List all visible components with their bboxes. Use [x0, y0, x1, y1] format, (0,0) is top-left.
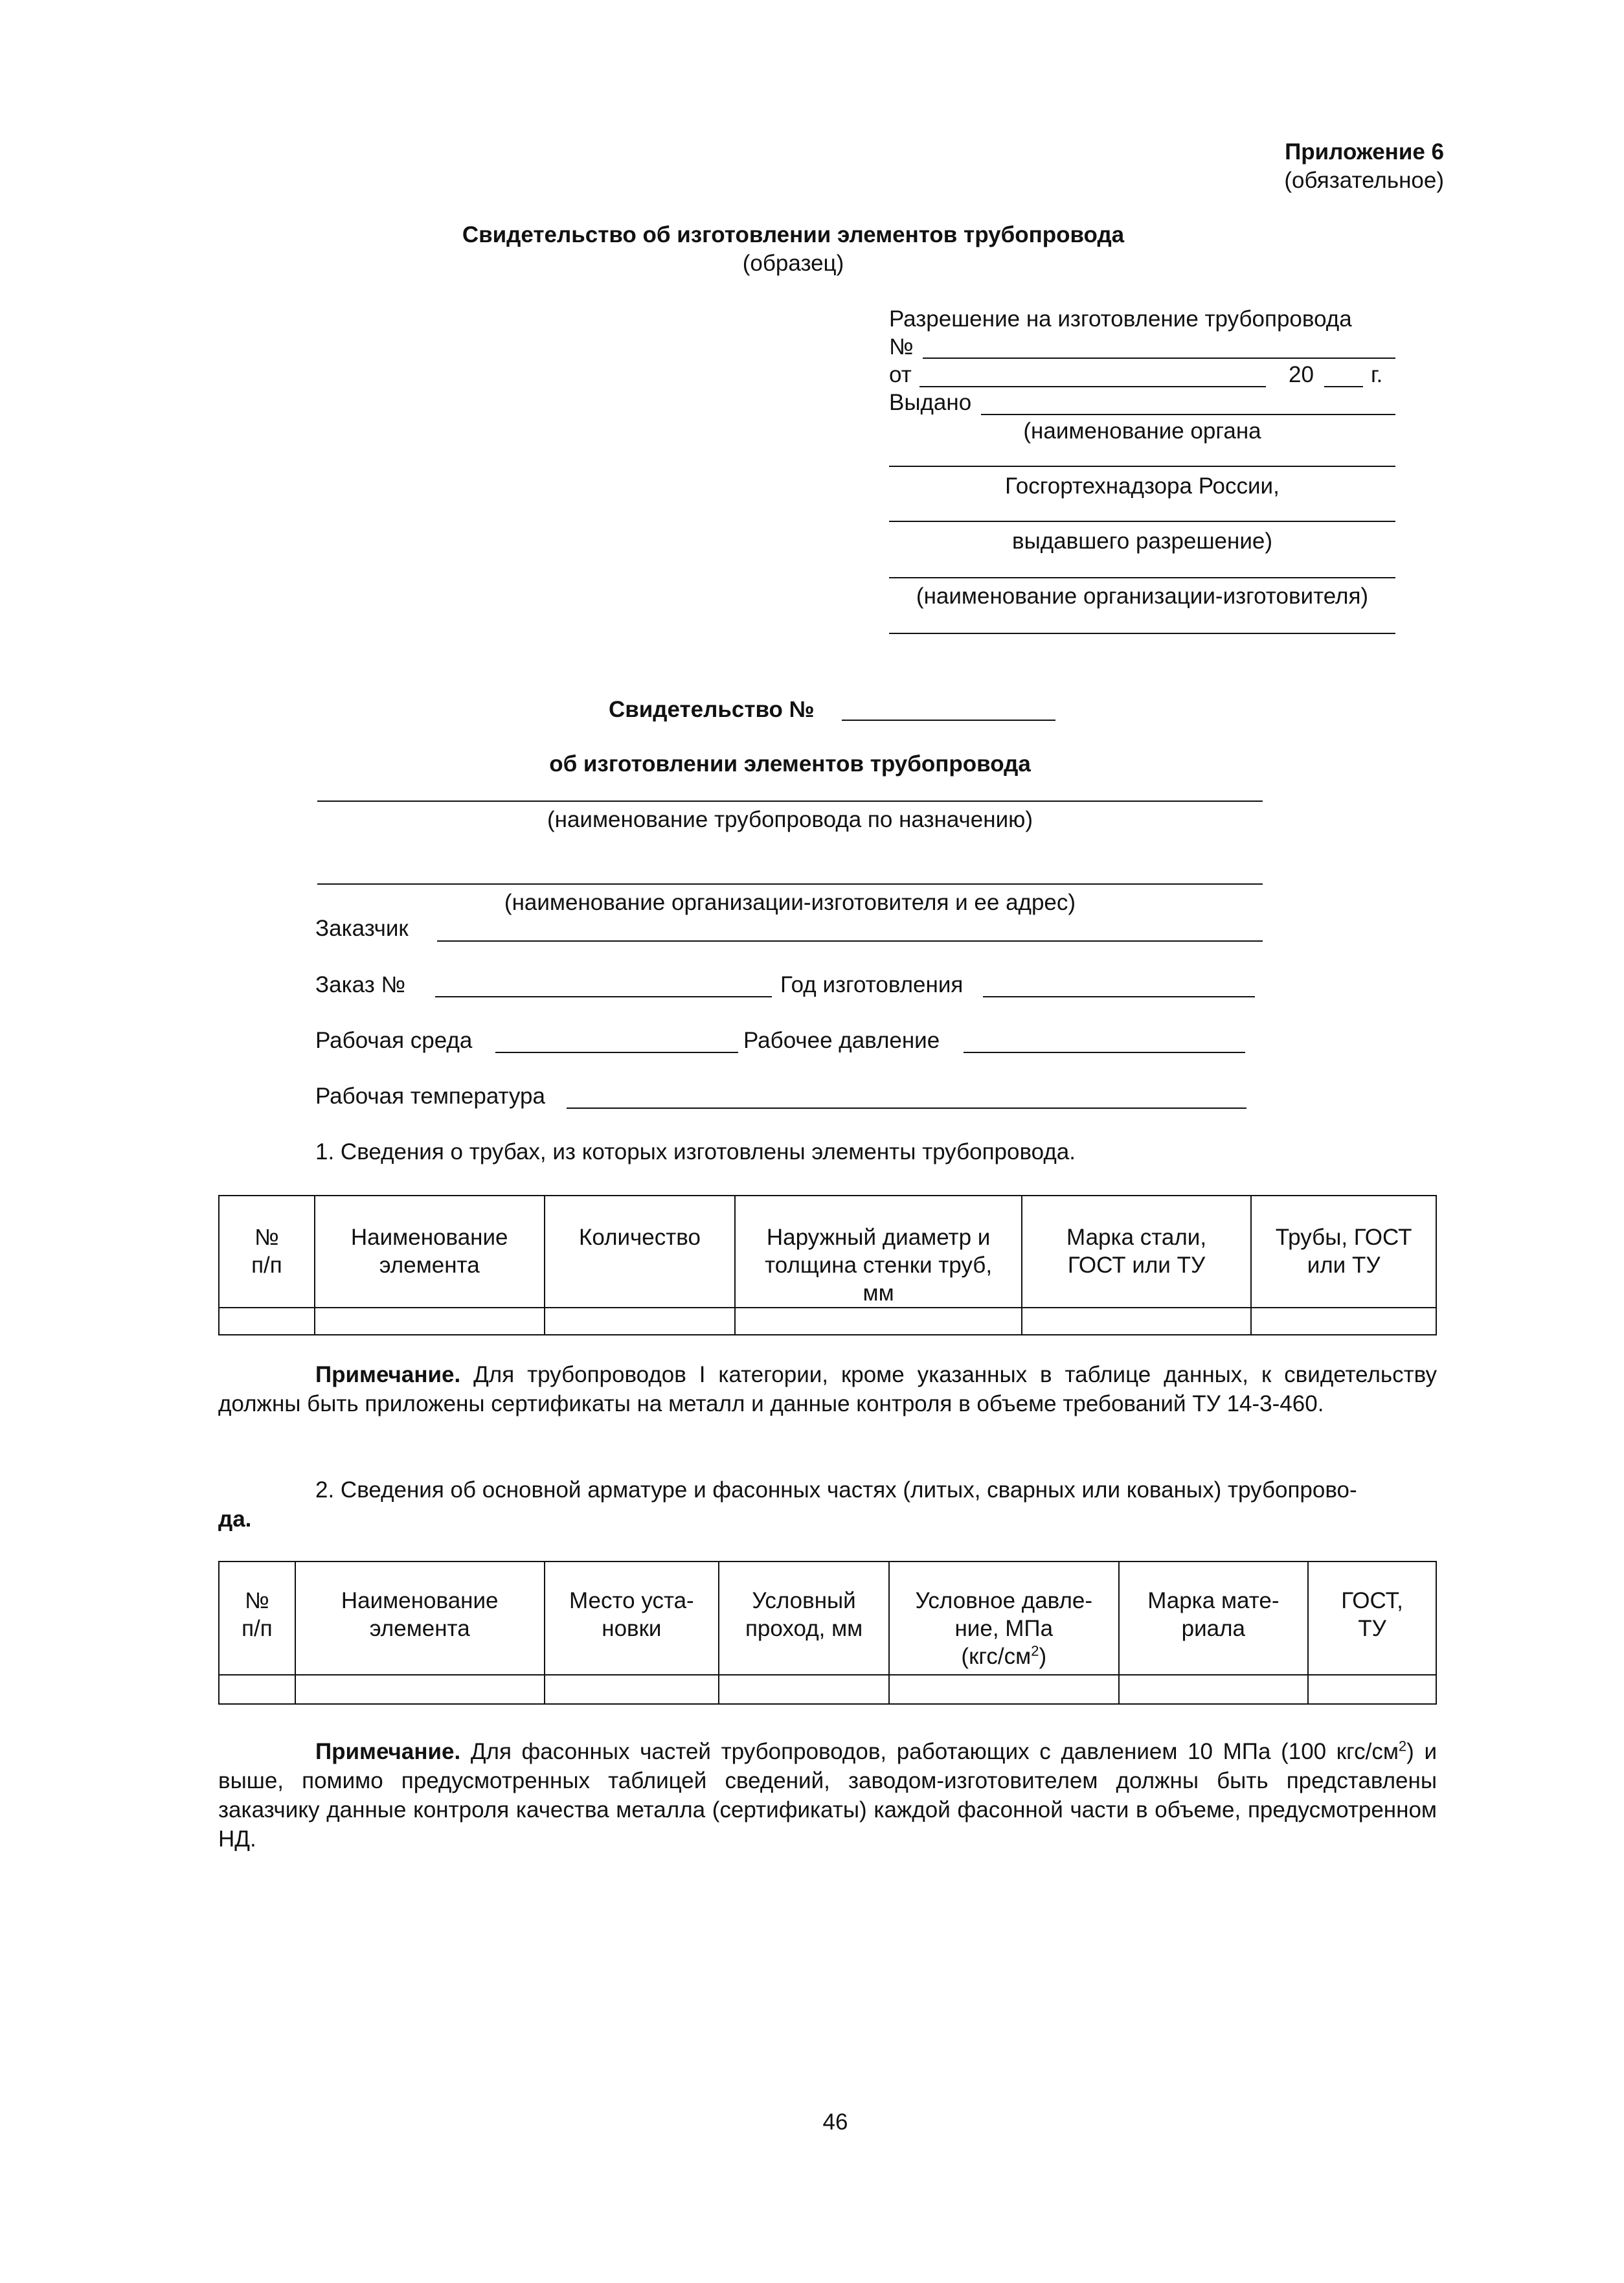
table-cell[interactable] — [1251, 1308, 1436, 1335]
fittings-col-location: Место уста- новки — [545, 1562, 719, 1675]
issued-caption-3: выдавшего разрешение) — [1011, 528, 1273, 554]
page-number: 46 — [822, 2109, 848, 2135]
customer-label: Заказчик — [315, 916, 409, 941]
section2-title-end: да. — [218, 1506, 252, 1532]
doc-title: Свидетельство об изготовлении элементов трубопровода — [462, 222, 1125, 247]
pipes-col-quantity: Количество — [545, 1196, 736, 1308]
table-cell[interactable] — [1022, 1308, 1251, 1335]
table-cell[interactable] — [295, 1675, 545, 1704]
fittings-col-number: № п/п — [219, 1562, 295, 1675]
table-row — [219, 1308, 1436, 1335]
pipes-col-name: Наименование элемента — [315, 1196, 545, 1308]
pipes-col-steel: Марка стали, ГОСТ или ТУ — [1022, 1196, 1251, 1308]
permit-date-label: от — [889, 362, 912, 387]
section1-note-label: Примечание. — [315, 1362, 461, 1387]
fittings-col-name: Наименование элемента — [295, 1562, 545, 1675]
fittings-table — [218, 1561, 1437, 1705]
issued-label: Выдано — [889, 390, 972, 415]
section1-title: 1. Сведения о трубах, из которых изготовлены элементы трубопровода. — [315, 1139, 1076, 1164]
maker-caption: (наименование организации-изготовителя) — [916, 584, 1369, 609]
certificate-number-label: Свидетельство № — [609, 697, 815, 722]
appendix-title: Приложение 6 — [1285, 139, 1444, 165]
certificate-number-field[interactable] — [842, 720, 1055, 721]
maker-field-2[interactable] — [889, 633, 1395, 634]
manufacture-year-label: Год изготовления — [780, 972, 964, 997]
table-cell[interactable] — [1119, 1675, 1309, 1704]
appendix-subtitle: (обязательное) — [1284, 168, 1444, 193]
permit-year-field[interactable] — [1324, 386, 1363, 387]
doc-subtitle: (образец) — [742, 251, 844, 276]
pipes-table-header — [219, 1196, 1436, 1308]
pipeline-name-field[interactable] — [317, 801, 1263, 802]
section2-note-text-1: Для фасонных частей трубопроводов, работающих с давлением 10 МПа (100 кгс/см — [460, 1739, 1399, 1764]
certificate-subtitle: об изготовлении элементов трубопровода — [549, 751, 1031, 777]
customer-field[interactable] — [437, 940, 1263, 942]
issued-field-2[interactable] — [889, 466, 1395, 467]
permit-number-field[interactable] — [923, 358, 1395, 359]
pipes-col-number: № п/п — [219, 1196, 315, 1308]
section2-note-label: Примечание. — [315, 1739, 461, 1764]
manufacture-year-field[interactable] — [983, 996, 1255, 997]
temperature-label: Рабочая температура — [315, 1084, 545, 1109]
order-number-field[interactable] — [435, 996, 772, 997]
permit-number-label: № — [889, 334, 914, 359]
issued-caption-2: Госгортехнадзора России, — [1005, 473, 1280, 499]
table-cell[interactable] — [545, 1308, 736, 1335]
fittings-col-gost: ГОСТ, ТУ — [1308, 1562, 1436, 1675]
permit-date-field[interactable] — [919, 386, 1266, 387]
section2-title: 2. Сведения об основной арматуре и фасонных частях (литых, сварных или кованых) трубопрово- — [315, 1477, 1357, 1503]
pressure-label: Рабочее давление — [743, 1028, 940, 1053]
temperature-field[interactable] — [567, 1107, 1246, 1109]
section1-note-text: Для трубопроводов I категории, кроме указанных в таблице данных, к свидетельству должны быть приложены сертификаты на металл и данные контроля в объеме требований ТУ 14-3-460. — [218, 1362, 1437, 1416]
permit-year-suffix: г. — [1371, 362, 1383, 387]
section2-note — [218, 1737, 1437, 1854]
medium-label: Рабочая среда — [315, 1028, 473, 1053]
issued-caption-1: (наименование органа — [1023, 418, 1261, 444]
pipeline-name-caption: (наименование трубопровода по назначению) — [547, 807, 1033, 832]
fittings-col-bore: Условный проход, мм — [719, 1562, 889, 1675]
section2-note-text-2: ) и выше, помимо предусмотренных таблицей сведений, заводом-изготовителем должны быть представлены заказчику данные контроля качества металла (сертификаты) каждой фасонной части в объеме, предусмотренном НД. — [218, 1739, 1437, 1852]
table-cell[interactable] — [545, 1675, 719, 1704]
table-cell[interactable] — [219, 1675, 295, 1704]
maker-field[interactable] — [889, 577, 1395, 578]
section1-note — [218, 1360, 1437, 1418]
pressure-field[interactable] — [964, 1052, 1245, 1053]
fittings-col-pressure: Условное давле- ние, МПа $(кгс/см^2)$ — [889, 1562, 1119, 1675]
maker-address-field[interactable] — [317, 883, 1263, 885]
table-cell[interactable] — [1308, 1675, 1436, 1704]
table-row — [219, 1675, 1436, 1704]
fittings-col-material: Марка мате- риала — [1119, 1562, 1309, 1675]
pipes-table — [218, 1195, 1437, 1335]
table-cell[interactable] — [889, 1675, 1119, 1704]
issued-field[interactable] — [981, 414, 1395, 415]
medium-field[interactable] — [495, 1052, 738, 1053]
maker-address-caption: (наименование организации-изготовителя и ее адрес) — [504, 890, 1076, 915]
pipes-col-gost: Трубы, ГОСТ или ТУ — [1251, 1196, 1436, 1308]
table-cell[interactable] — [219, 1308, 315, 1335]
permit-year-label: 20 — [1289, 362, 1314, 387]
permit-line: Разрешение на изготовление трубопровода — [889, 306, 1352, 332]
issued-field-3[interactable] — [889, 521, 1395, 522]
table-cell[interactable] — [315, 1308, 545, 1335]
section2-note-sup: 2 — [1398, 1738, 1407, 1755]
table-cell[interactable] — [719, 1675, 889, 1704]
order-number-label: Заказ № — [315, 972, 406, 997]
fittings-table-header — [219, 1562, 1436, 1675]
pipes-col-diameter: Наружный диаметр и толщина стенки труб, мм — [735, 1196, 1021, 1308]
table-cell[interactable] — [735, 1308, 1021, 1335]
